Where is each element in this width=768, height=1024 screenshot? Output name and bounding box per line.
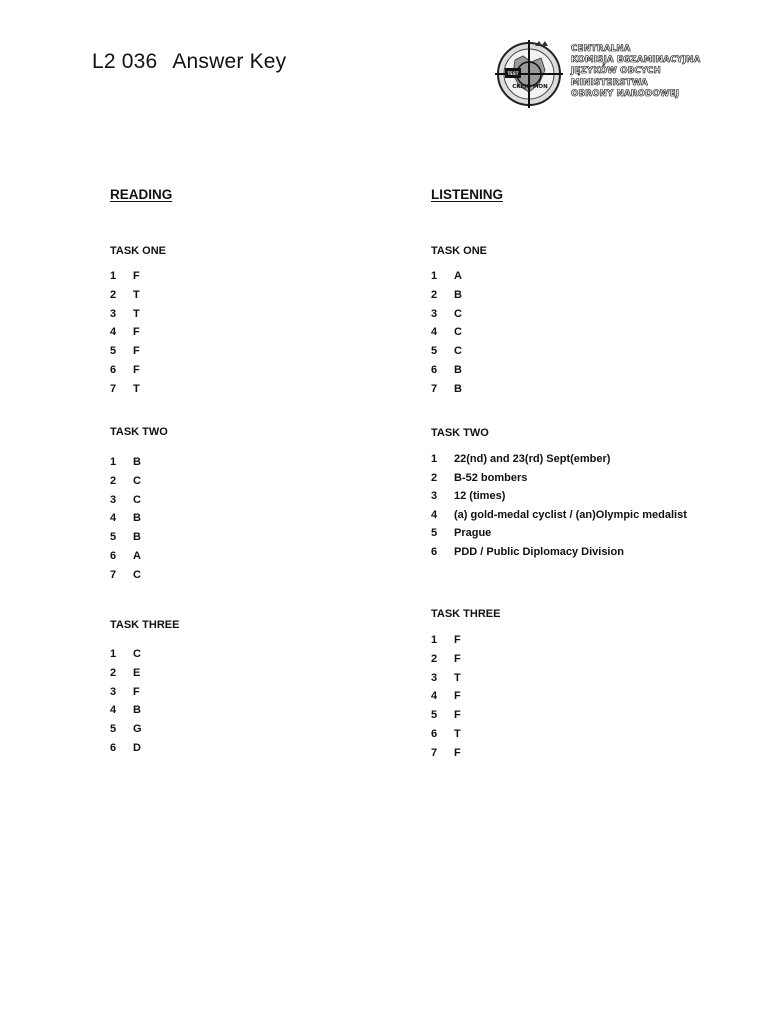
listening-heading: LISTENING — [431, 187, 504, 202]
org-line: CENTRALNA — [571, 44, 631, 54]
document-code: L2 036 — [92, 50, 158, 73]
answer-value: D — [133, 741, 141, 754]
answer-number: 7 — [431, 746, 438, 759]
answer-number: 6 — [431, 363, 438, 376]
answer-number: 1 — [431, 453, 438, 465]
answer-number: 3 — [110, 493, 117, 506]
answer-number: 2 — [431, 652, 438, 665]
document-title: Answer Key — [172, 50, 287, 73]
answer-value: B — [454, 363, 462, 376]
answer-value: A — [454, 270, 462, 282]
answer-number: 5 — [431, 709, 438, 722]
answer-value: C — [133, 568, 141, 581]
answer-value: F — [454, 690, 461, 703]
answer-value: F — [133, 326, 140, 339]
answer-number: 4 — [431, 326, 438, 339]
answer-value: B — [454, 382, 462, 395]
answer-value: A — [133, 549, 141, 562]
answer-value: T — [133, 382, 140, 395]
answer-number: 3 — [110, 307, 117, 320]
org-line: MINISTERSTWA — [571, 77, 648, 88]
answer-value: B — [133, 704, 141, 717]
page-title — [92, 50, 296, 74]
reading-task-three-label: TASK THREE — [110, 619, 180, 631]
listening-task-three-label: TASK THREE — [431, 608, 501, 620]
emblem-icon — [495, 38, 567, 110]
org-line: KOMISJA EGZAMINACYJNA — [571, 55, 701, 66]
answer-value: E — [133, 666, 141, 679]
answer-number: 3 — [110, 685, 117, 698]
answer-value: F — [133, 685, 140, 698]
answer-number: 5 — [110, 531, 117, 544]
answer-value: (a) gold-medal cyclist / (an)Olympic medalist — [454, 508, 687, 521]
answer-number: 1 — [110, 648, 117, 660]
answer-value: B — [133, 456, 141, 468]
svg-text:CKEJO MON: CKEJO MON — [512, 84, 548, 90]
answer-value: B — [133, 512, 141, 525]
answer-number: 1 — [431, 634, 438, 646]
answer-value: C — [454, 345, 462, 358]
answer-number: 2 — [110, 288, 117, 301]
answer-number: 7 — [110, 382, 117, 395]
reading-heading: READING — [110, 187, 173, 202]
answer-number: 1 — [431, 270, 438, 282]
answer-value: 22(nd) and 23(rd) Sept(ember) — [454, 453, 611, 465]
answer-value: B — [454, 288, 462, 301]
answer-value: 12 (times) — [454, 490, 506, 503]
answer-number: 4 — [110, 326, 117, 339]
answer-number: 2 — [431, 288, 438, 301]
answer-value: T — [133, 288, 140, 301]
answer-number: 6 — [110, 549, 117, 562]
organization-logo — [495, 38, 707, 110]
answer-number: 4 — [110, 512, 117, 525]
answer-value: T — [454, 727, 461, 740]
answer-number: 4 — [110, 704, 117, 717]
answer-number: 5 — [110, 345, 117, 358]
answer-value: T — [133, 307, 140, 320]
answer-value: C — [454, 307, 462, 320]
answer-value: F — [133, 363, 140, 376]
listening-task-two-label: TASK TWO — [431, 427, 489, 439]
answer-value: PDD / Public Diplomacy Division — [454, 545, 624, 558]
org-line: JĘZYKÓW OBCYCH — [571, 66, 661, 77]
answer-number: 5 — [110, 723, 117, 736]
answer-value: T — [454, 671, 461, 684]
answer-value: C — [454, 326, 462, 339]
reading-task-two-label: TASK TWO — [110, 426, 168, 438]
answer-number: 3 — [431, 490, 438, 503]
answer-value: G — [133, 723, 142, 736]
answer-number: 5 — [431, 527, 438, 540]
answer-value: F — [454, 746, 461, 759]
answer-value: F — [454, 709, 461, 722]
answer-number: 2 — [431, 471, 438, 484]
answer-number: 1 — [110, 270, 117, 282]
answer-value: B-52 bombers — [454, 471, 528, 484]
org-line: OBRONY NARODOWEJ — [571, 88, 680, 99]
answer-number: 4 — [431, 508, 438, 521]
answer-value: F — [454, 634, 461, 646]
answer-number: 7 — [110, 568, 117, 581]
answer-value: C — [133, 648, 141, 660]
answer-value: C — [133, 474, 141, 487]
answer-value: C — [133, 493, 141, 506]
answer-number: 3 — [431, 307, 438, 320]
answer-number: 2 — [110, 474, 117, 487]
answer-number: 3 — [431, 671, 438, 684]
answer-number: 7 — [431, 382, 438, 395]
answer-number: 4 — [431, 690, 438, 703]
answer-value: F — [133, 270, 140, 282]
listening-task-one-label: TASK ONE — [431, 245, 488, 257]
organization-name — [571, 44, 711, 100]
answer-value: Prague — [454, 527, 492, 540]
answer-number: 5 — [431, 345, 438, 358]
answer-value: F — [133, 345, 140, 358]
answer-number: 6 — [110, 741, 117, 754]
answer-number: 2 — [110, 666, 117, 679]
answer-number: 6 — [431, 727, 438, 740]
answer-number: 1 — [110, 456, 117, 468]
answer-value: B — [133, 531, 141, 544]
answer-value: F — [454, 652, 461, 665]
answer-number: 6 — [110, 363, 117, 376]
svg-text:TEST: TEST — [507, 71, 519, 76]
reading-task-one-label: TASK ONE — [110, 245, 167, 257]
answer-number: 6 — [431, 545, 438, 558]
